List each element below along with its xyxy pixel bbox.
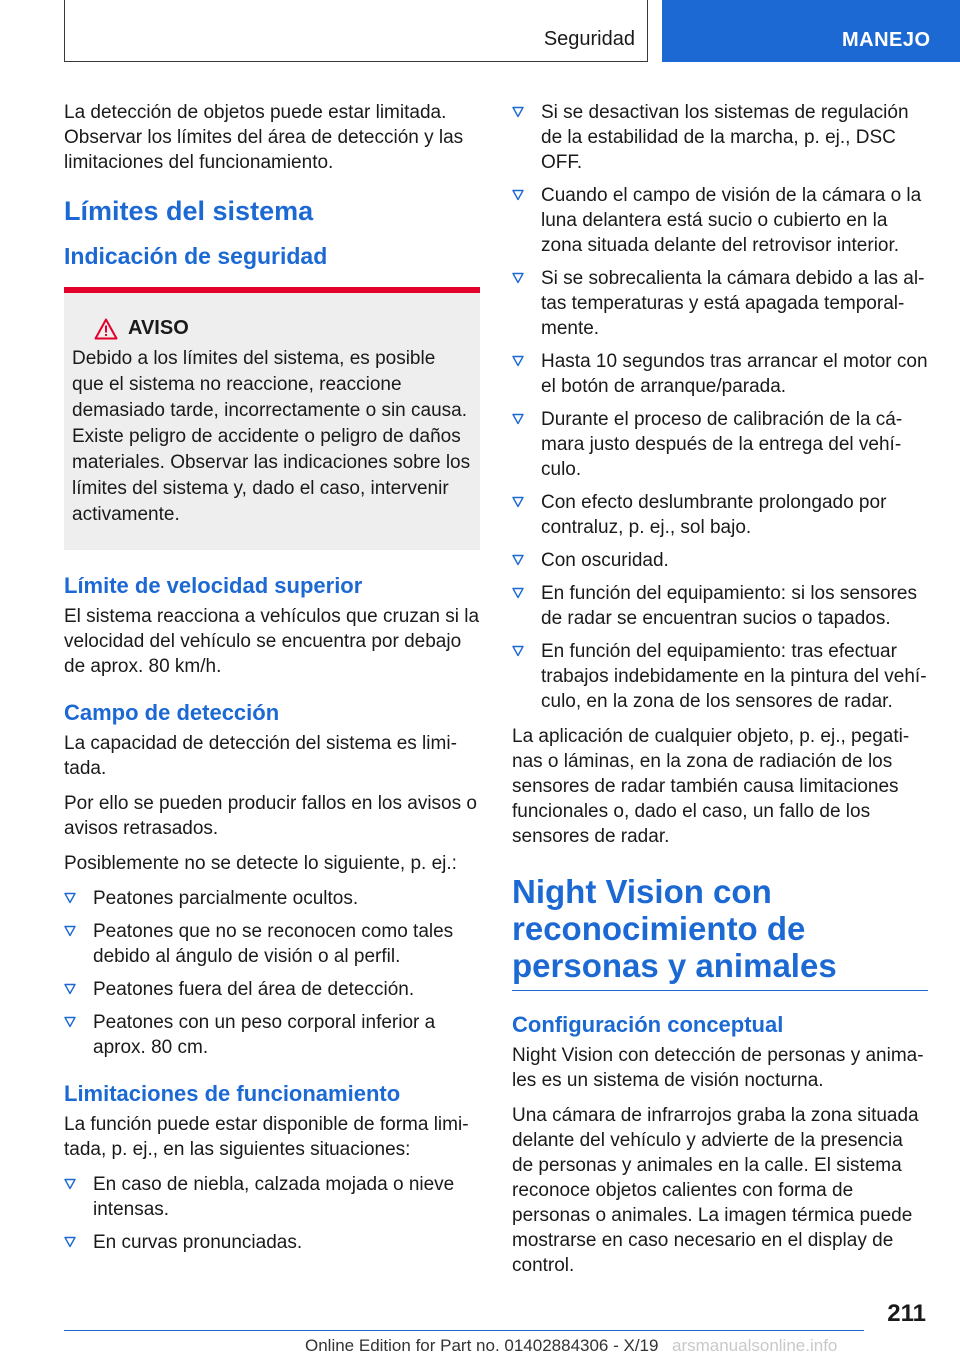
bullet-triangle-icon — [512, 587, 524, 599]
concept-paragraph-2: Una cámara de infrarrojos graba la zona situada delante del vehículo y advierte de la presencia de personas y animales en la calle. El sistema reconoce objetos calientes con forma de personas o animales. La imagen térmica puede mostrarse en caso necesario en el display de control. — [512, 1105, 919, 1276]
bullet-triangle-icon — [512, 355, 524, 367]
bullet-triangle-icon — [512, 106, 524, 118]
list-item: Peatones fuera del área de detección. — [64, 977, 480, 1002]
heading-function-limits: Limitaciones de funcionamiento — [64, 1081, 401, 1106]
list-item: Con efecto deslumbrante prolongado por contraluz, p. ej., sol bajo. — [512, 490, 928, 540]
chapter-tab-label: MANEJO — [842, 29, 931, 51]
function-paragraph: La función puede estar disponible de forma limitada, p. ej., en las siguientes situaciones: — [64, 1114, 469, 1160]
speed-paragraph: El sistema reacciona a vehículos que cruzan si la velocidad del vehículo se encuentra por debajo de aprox. 80 km/h. — [64, 606, 480, 677]
page-number: 211 — [887, 1300, 926, 1327]
heading-system-limits: Límites del sistema — [64, 196, 314, 226]
bullet-triangle-icon — [512, 189, 524, 201]
list-item: En función del equipamiento: si los sensores de radar se encuentran sucios o tapados. — [512, 581, 928, 631]
chapter-heading-night-vision: Night Vision con reconocimiento de personas y animales — [512, 873, 928, 991]
bullet-triangle-icon — [512, 496, 524, 508]
watermark: arsmanualsonline.info — [672, 1336, 838, 1355]
chapter-tab — [662, 0, 960, 62]
right-column — [512, 100, 928, 1288]
bullet-triangle-icon — [64, 983, 76, 995]
intro-paragraph: La detección de objetos puede estar limitada. Observar los límites del área de detección y las limitaciones del funcionamiento. — [64, 102, 464, 173]
range-paragraph-1: La capacidad de detección del sistema es limitada. — [64, 733, 457, 779]
function-list — [64, 1172, 480, 1255]
page-header — [0, 0, 960, 66]
heading-speed-limit: Límite de velocidad superior — [64, 573, 363, 598]
heading-safety-note: Indicación de seguridad — [64, 243, 328, 269]
warning-text: Debido a los límites del sistema, es posible que el sistema no reaccione, reaccione demasiado tarde, incorrectamente o sin causa. Existe peligro de accidente o peligro de daños materiales. Observar las indicaciones sobre los límites del sistema y, dado el caso, intervenir activamente. — [72, 348, 471, 525]
bullet-triangle-icon — [512, 413, 524, 425]
bullet-triangle-icon — [512, 554, 524, 566]
bullet-triangle-icon — [64, 1016, 76, 1028]
bullet-triangle-icon — [64, 925, 76, 937]
bullet-triangle-icon — [512, 272, 524, 284]
list-item: Si se desactivan los sistemas de regulación de la estabilidad de la marcha, p. ej., DSC OFF. — [512, 100, 928, 175]
heading-detection-range: Campo de detección — [64, 700, 280, 725]
list-item: Hasta 10 segundos tras arrancar el motor con el botón de arranque/parada. — [512, 349, 928, 399]
conditions-list — [512, 100, 928, 714]
list-item: Si se sobrecalienta la cámara debido a las altas temperaturas y está apagada temporalmente. — [512, 266, 928, 341]
edition-note: Online Edition for Part no. 01402884306 - X/19 — [305, 1336, 659, 1355]
bullet-triangle-icon — [64, 1236, 76, 1248]
heading-concept: Configuración conceptual — [512, 1012, 784, 1037]
list-item: En curvas pronunciadas. — [64, 1230, 480, 1255]
bullet-triangle-icon — [64, 892, 76, 904]
section-title: Seguridad — [543, 28, 635, 50]
warning-triangle-icon — [94, 318, 118, 340]
section-header-box — [64, 0, 648, 62]
list-item: En caso de niebla, calzada mojada o nieve intensas. — [64, 1172, 480, 1222]
warning-box — [64, 287, 480, 550]
range-paragraph-3: Posiblemente no se detecte lo siguiente, p. ej.: — [64, 853, 457, 874]
list-item: Con oscuridad. — [512, 548, 928, 573]
left-column — [64, 100, 480, 1265]
list-item: Durante el proceso de calibración de la cámara justo después de la entrega del vehículo. — [512, 407, 928, 482]
bullet-triangle-icon — [512, 645, 524, 657]
list-item: Peatones parcialmente ocultos. — [64, 886, 480, 911]
coating-paragraph: La aplicación de cualquier objeto, p. ej., pegatinas o láminas, en la zona de radiación de los sensores de radar también causa limitaciones funcionales o, dado el caso, un fallo de los sensores de radar. — [512, 726, 910, 847]
warning-header — [94, 317, 472, 340]
concept-paragraph-1: Night Vision con detección de personas y animales es un sistema de visión nocturna. — [512, 1045, 924, 1091]
range-paragraph-2: Por ello se pueden producir fallos en los avisos o avisos retrasados. — [64, 793, 477, 839]
list-item: En función del equipamiento: tras efectuar trabajos indebidamente en la pintura del vehículo, en la zona de los sensores de radar. — [512, 639, 928, 714]
list-item: Peatones que no se reconocen como tales debido al ángulo de visión o al perfil. — [64, 919, 480, 969]
bullet-triangle-icon — [64, 1178, 76, 1190]
list-item: Peatones con un peso corporal inferior a aprox. 80 cm. — [64, 1010, 480, 1060]
warning-title: AVISO — [128, 317, 189, 339]
list-item: Cuando el campo de visión de la cámara o la luna delantera está sucio o cubierto en la zona situada delante del retrovisor interior. — [512, 183, 928, 258]
footer-divider — [64, 1330, 864, 1331]
range-list — [64, 886, 480, 1060]
